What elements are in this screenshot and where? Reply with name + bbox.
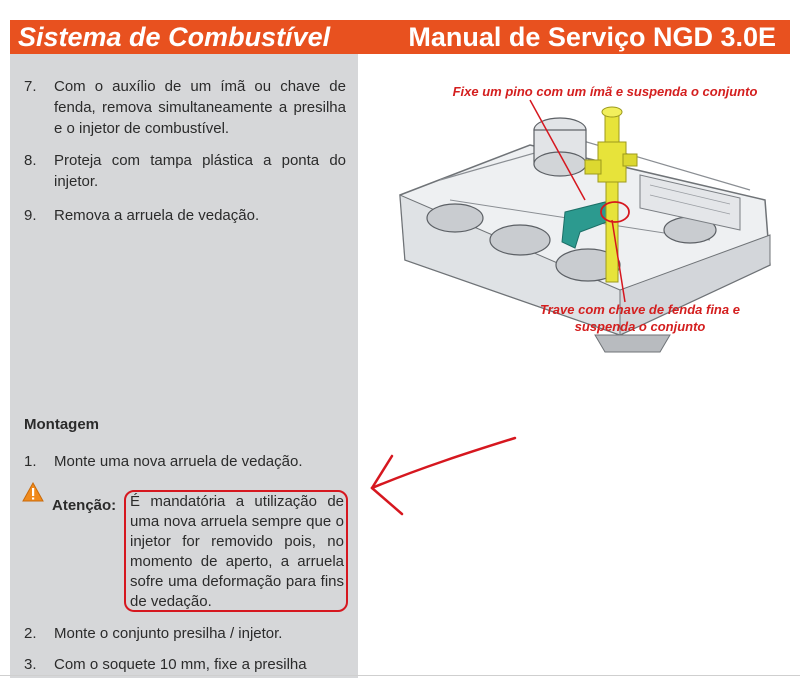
step-text: Com o soquete 10 mm, fixe a presilha (54, 656, 307, 673)
step-text: Monte o conjunto presilha / injetor. (54, 625, 283, 642)
step-number: 3. (24, 656, 37, 673)
step-text: Proteja com tampa plástica a ponta do injetor. (54, 152, 346, 190)
warning-icon (22, 482, 44, 502)
step-text: Remova a arruela de vedação. (54, 207, 260, 224)
page-bottom-rule (0, 675, 800, 676)
figure-annotation-top: Fixe um pino com um ímã e suspenda o conjunto (452, 84, 758, 99)
section-title: Sistema de Combustível (18, 22, 331, 52)
step-number: 8. (24, 152, 37, 169)
section-heading-montagem: Montagem (24, 416, 99, 433)
step-number: 2. (24, 625, 37, 642)
step-number: 7. (24, 78, 37, 95)
manual-title: Manual de Serviço NGD 3.0E (408, 22, 776, 52)
warning-highlight-box (124, 490, 348, 612)
step-number: 1. (24, 453, 37, 470)
figure-annotation-bottom: Trave com chave de fenda fina e suspenda o conjunto (540, 302, 740, 334)
page-header (10, 20, 790, 54)
step-text: Com o auxílio de um ímã ou chave de fenda, remova simultaneamente a presilha e o injetor de combustível. (54, 78, 346, 137)
warning-label: Atenção: (52, 497, 117, 514)
step-number: 9. (24, 207, 37, 224)
warning-text: É mandatória a utilização de uma nova arruela sempre que o injetor for removido pois, no momento de aperto, a arruela sofre uma deformação para fins de vedação. (130, 493, 344, 610)
step-text: Monte uma nova arruela de vedação. (54, 453, 303, 470)
